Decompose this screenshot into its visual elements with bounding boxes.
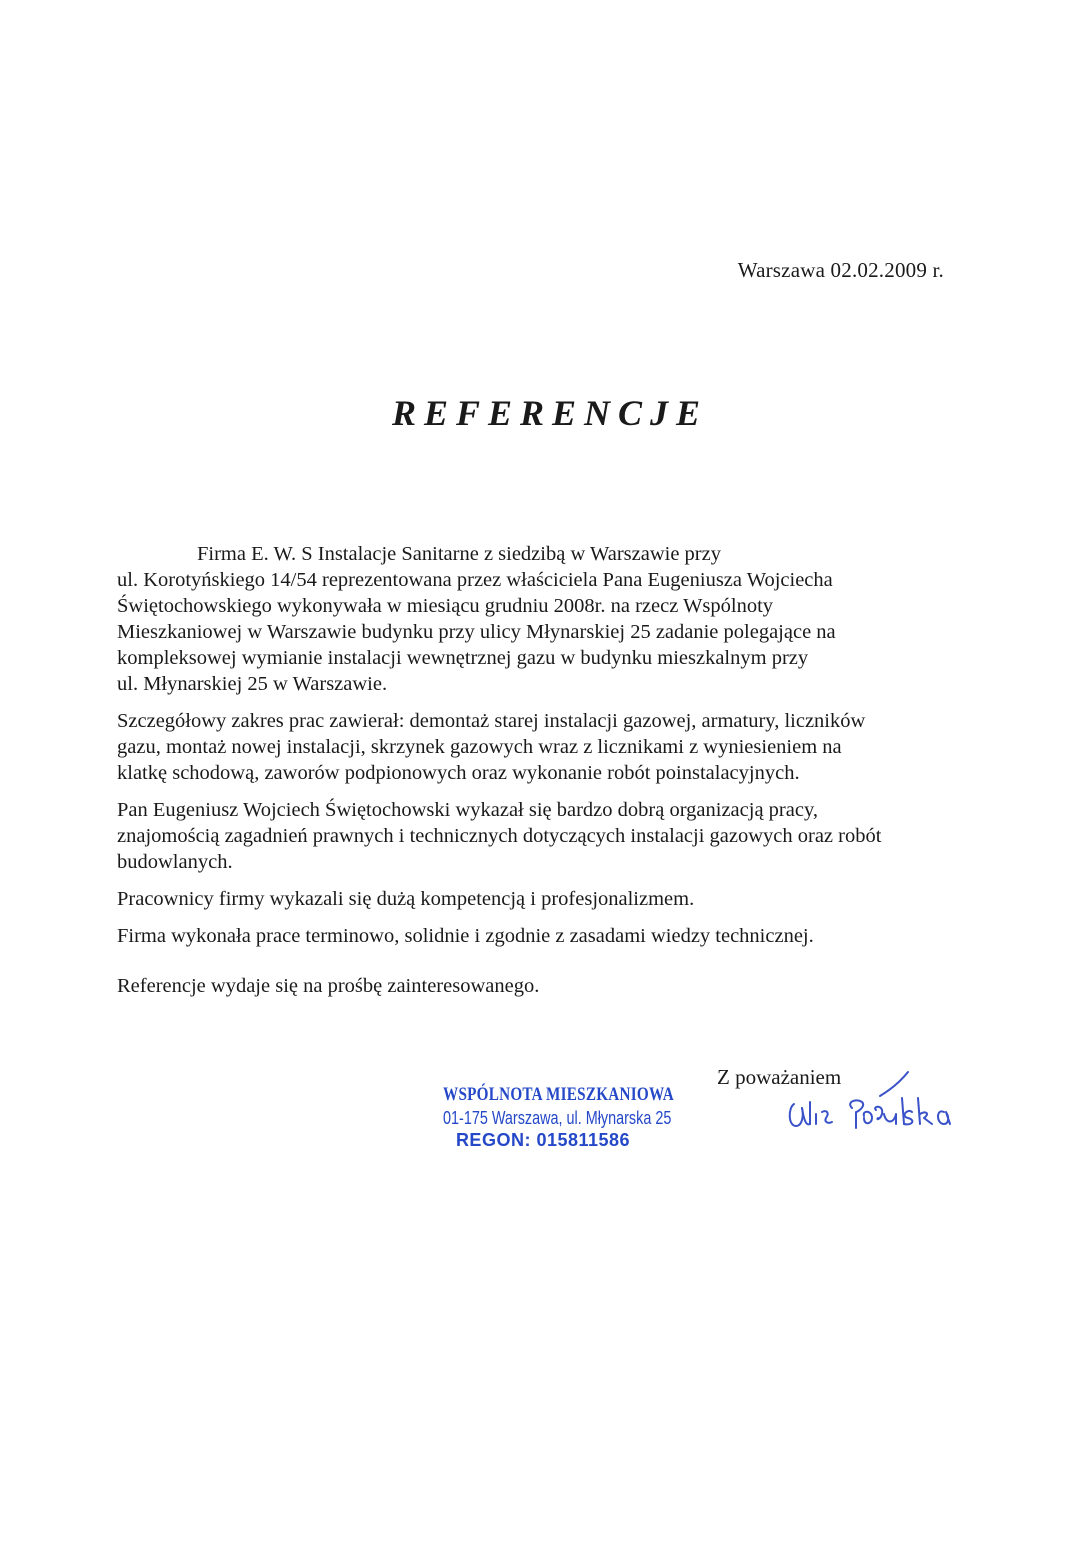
paragraph-evaluation [117, 797, 977, 875]
text-line: znajomością zagadnień prawnych i technicznych dotyczących instalacji gazowych oraz robót [117, 825, 882, 847]
document-body [117, 541, 977, 1010]
stamp-org-name: WSPÓLNOTA MIESZKANIOWA [443, 1084, 674, 1105]
stamp-regon: REGON: 015811586 [455, 1130, 631, 1150]
text-line: Firma wykonała prace terminowo, solidnie i zgodnie z zasadami wiedzy technicznej. [117, 925, 814, 947]
text-line: klatkę schodową, zaworów podpionowych oraz wykonanie robót poinstalacyjnych. [117, 762, 800, 784]
text-line: Firma E. W. S Instalacje Sanitarne z siedzibą w Warszawie przy [197, 543, 721, 565]
paragraph-quality [117, 923, 977, 949]
paragraph-company-info [117, 541, 977, 697]
text-line: budowlanych. [117, 851, 233, 873]
text-line: ul. Korotyńskiego 14/54 reprezentowana przez właściciela Pana Eugeniusza Wojciecha [117, 569, 833, 591]
text-line: Szczegółowy zakres prac zawierał: demontaż starej instalacji gazowej, armatury, liczników [117, 710, 866, 732]
handwritten-signature [780, 1068, 980, 1138]
text-line: Referencje wydaje się na prośbę zainteresowanego. [117, 975, 540, 997]
text-line: Pracownicy firmy wykazali się dużą kompetencją i profesjonalizmem. [117, 888, 695, 910]
text-line: Pan Eugeniusz Wojciech Świętochowski wykazał się bardzo dobrą organizacją pracy, [117, 799, 818, 821]
text-line: Świętochowskiego wykonywała w miesiącu grudniu 2008r. na rzecz Wspólnoty [117, 595, 774, 617]
text-line: gazu, montaż nowej instalacji, skrzynek gazowych wraz z licznikami z wyniesieniem na [117, 736, 842, 758]
closing-salutation: Z poważaniem [717, 1065, 842, 1089]
paragraph-issuance [117, 973, 977, 999]
paragraph-scope [117, 708, 977, 786]
paragraph-staff [117, 886, 977, 912]
text-line: kompleksowej wymianie instalacji wewnętrznej gazu w budynku mieszkalnym przy [117, 647, 809, 669]
organization-stamp [418, 1083, 674, 1151]
document-title: REFERENCJE [391, 393, 709, 433]
text-line: ul. Młynarskiej 25 w Warszawie. [117, 673, 388, 695]
document-date: Warszawa 02.02.2009 r. [737, 258, 944, 282]
text-line: Mieszkaniowej w Warszawie budynku przy ulicy Młynarskiej 25 zadanie polegające na [117, 621, 836, 643]
stamp-address: 01-175 Warszawa, ul. Młynarska 25 [443, 1108, 672, 1128]
